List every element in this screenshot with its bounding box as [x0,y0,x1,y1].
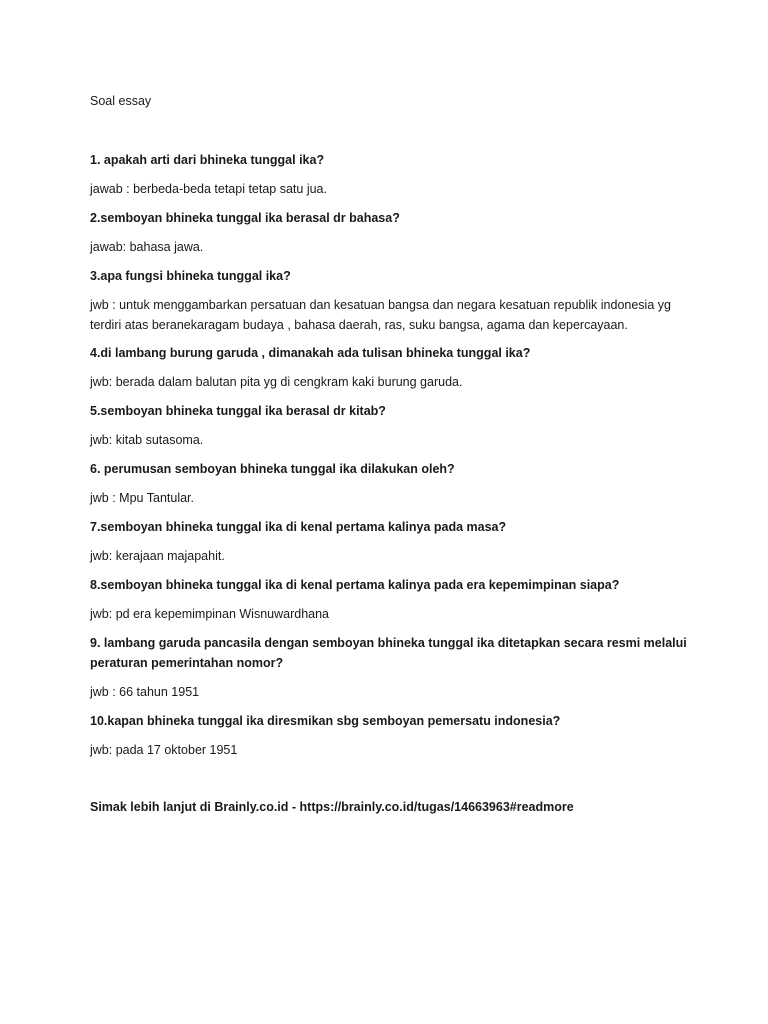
question-8: 8.semboyan bhineka tunggal ika di kenal pertama kalinya pada era kepemimpinan siapa? [90,578,620,592]
footer-link[interactable]: Simak lebih lanjut di Brainly.co.id - https://brainly.co.id/tugas/14663963#readmore [90,800,574,814]
answer-2: jawab: bahasa jawa. [90,240,204,254]
answer-9: jwb : 66 tahun 1951 [90,685,200,699]
answer-6: jwb : Mpu Tantular. [90,491,194,505]
question-10: 10.kapan bhineka tunggal ika diresmikan sbg semboyan pemersatu indonesia? [90,714,561,728]
question-1: 1. apakah arti dari bhineka tunggal ika? [90,153,325,167]
answer-1: jawab : berbeda-beda tetapi tetap satu jua. [90,182,327,196]
question-6: 6. perumusan semboyan bhineka tunggal ika dilakukan oleh? [90,462,455,476]
answer-8: jwb: pd era kepemimpinan Wisnuwardhana [90,607,330,621]
answer-3: jwb : untuk menggambarkan persatuan dan kesatuan bangsa dan negara kesatuan republik indonesia yg terdiri atas beranekaragam budaya , bahasa daerah, ras, suku bangsa, agama dan kepercayaan. [90,298,671,332]
answer-5: jwb: kitab sutasoma. [90,433,204,447]
question-9: 9. lambang garuda pancasila dengan semboyan bhineka tunggal ika ditetapkan secara resmi melalui peraturan pemerintahan nomor? [90,636,687,670]
answer-10: jwb: pada 17 oktober 1951 [90,743,238,757]
document-title: Soal essay [90,94,152,108]
question-2: 2.semboyan bhineka tunggal ika berasal dr bahasa? [90,211,400,225]
question-4: 4.di lambang burung garuda , dimanakah ada tulisan bhineka tunggal ika? [90,346,531,360]
question-5: 5.semboyan bhineka tunggal ika berasal dr kitab? [90,404,386,418]
answer-7: jwb: kerajaan majapahit. [90,549,225,563]
answer-4: jwb: berada dalam balutan pita yg di cengkram kaki burung garuda. [90,375,463,389]
question-3: 3.apa fungsi bhineka tunggal ika? [90,269,291,283]
question-7: 7.semboyan bhineka tunggal ika di kenal pertama kalinya pada masa? [90,520,507,534]
